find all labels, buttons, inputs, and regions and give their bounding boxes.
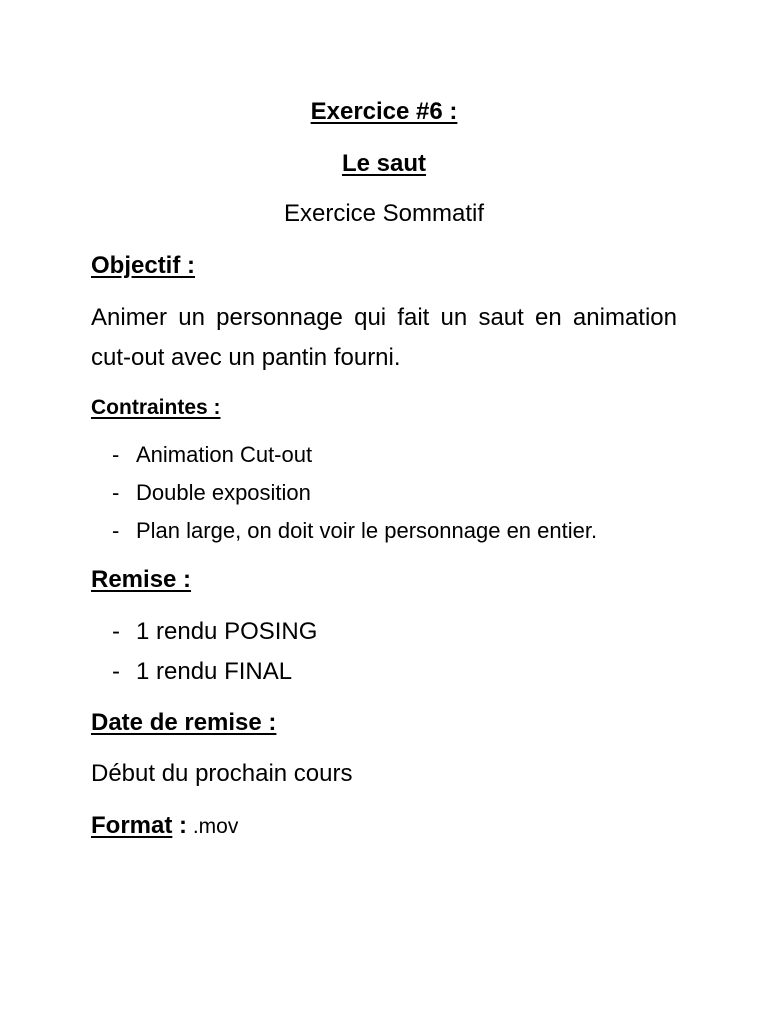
list-marker: - — [112, 480, 120, 505]
submission-heading: Remise : — [91, 566, 192, 593]
list-item: - Plan large, on doit voir le personnage en entier. — [112, 512, 597, 550]
exercise-title: Exercice #6 : — [310, 98, 458, 125]
list-item: - Double exposition — [112, 474, 597, 512]
format-line — [91, 810, 238, 843]
constraints-heading: Contraintes : — [91, 396, 221, 419]
list-marker: - — [112, 442, 120, 467]
format-value: .mov — [187, 815, 239, 838]
format-label: Format — [91, 812, 173, 839]
format-separator: : — [172, 812, 188, 839]
objective-heading: Objectif : — [91, 252, 196, 279]
constraints-list — [112, 436, 597, 550]
list-marker: - — [112, 518, 120, 543]
list-item: - 1 rendu POSING — [112, 612, 317, 652]
list-marker: - — [112, 658, 120, 685]
list-item: - 1 rendu FINAL — [112, 652, 317, 692]
submission-list — [112, 612, 317, 692]
exercise-type: Exercice Sommatif — [283, 200, 485, 227]
due-date-value: Début du prochain cours — [91, 760, 353, 787]
objective-text: Animer un personnage qui fait un saut en animation cut-out avec un pantin fourni. — [91, 304, 677, 371]
list-marker: - — [112, 618, 120, 645]
exercise-subtitle: Le saut — [341, 150, 427, 177]
due-date-heading: Date de remise : — [91, 709, 277, 736]
list-item: - Animation Cut-out — [112, 436, 597, 474]
